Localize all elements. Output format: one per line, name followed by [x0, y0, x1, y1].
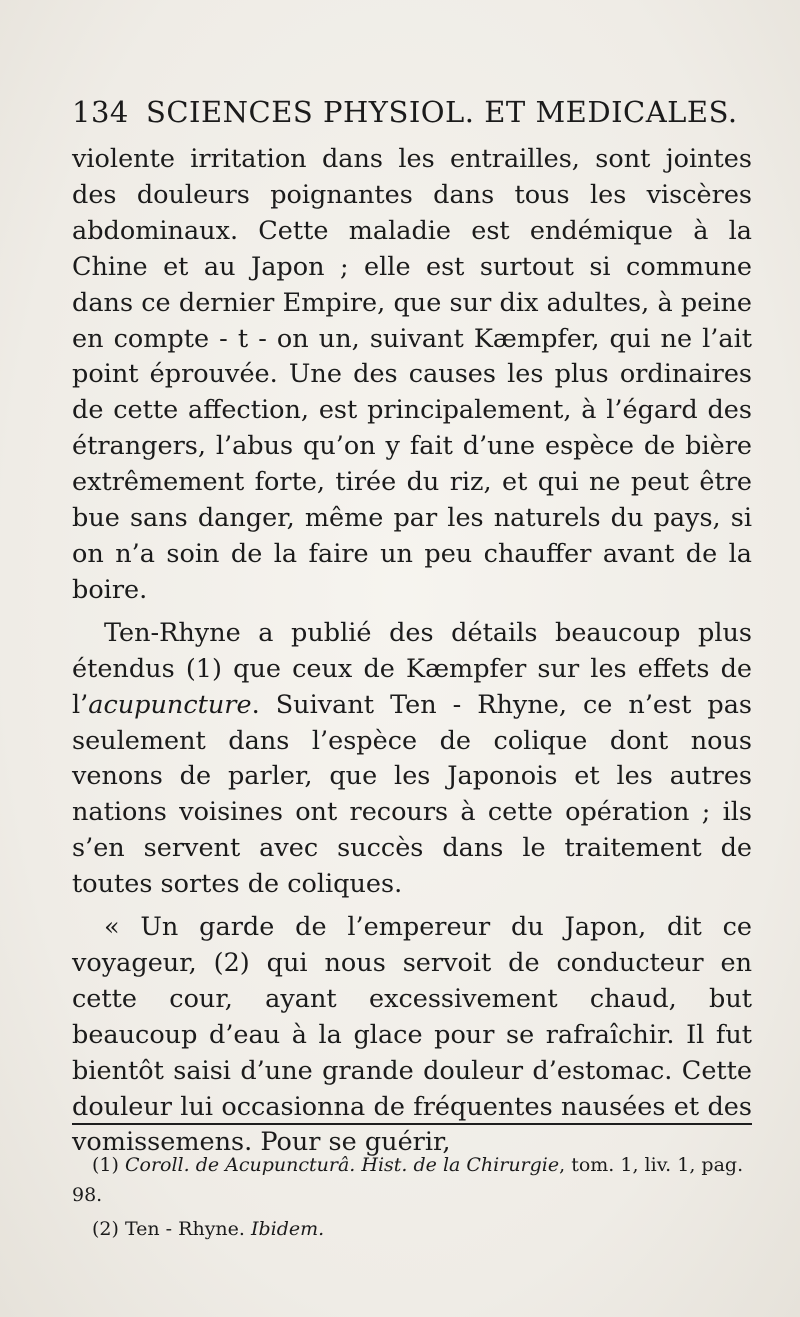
footnote-citation: Ibidem. — [251, 1218, 325, 1240]
paragraph-text: Ten-Rhyne a publié des détails beaucoup plus étendus (1) que ceux de Kæmpfer sur les effets de l’ — [72, 617, 752, 720]
footnote-1 — [72, 1150, 752, 1210]
footnote-2 — [72, 1214, 752, 1244]
footnote-divider — [72, 1123, 752, 1125]
running-title: SCIENCES PHYSIOL. ET MEDICALES. — [146, 95, 738, 129]
footnote-marker: (2) — [92, 1218, 119, 1240]
footnote-citation: Coroll. de Acupuncturâ. Hist. de la Chirurgie — [124, 1154, 560, 1176]
page-header — [72, 95, 752, 135]
main-text — [72, 142, 752, 1161]
paragraph-text: . Suivant Ten - Rhyne, ce n’est pas seulement dans l’espèce de colique dont nous venons de parler, que les Japonois et les autres nations voisines ont recours à cette opération ; ils s’en servent avec succès dans le traitement de toutes sortes de coliques. — [72, 689, 752, 900]
paragraph-continued — [72, 142, 752, 609]
footnote-marker: (1) — [92, 1154, 119, 1176]
paragraph-text: violente irritation dans les entrailles, sont jointes des douleurs poignantes dans tous les viscères abdominaux. Cette maladie est endémique à la Chine et au Japon ; elle est surtout si commune dans ce dernier Empire, que sur dix adultes, à peine en compte - t - on un, suivant Kæmpfer, qui ne l’ait point éprouvée. Une des causes les plus ordinaires de cette affection, est principalement, à l’égard des étrangers, l’abus qu’on y fait d’une espèce de bière extrêmement forte, tirée du riz, et qui ne peut être bue sans danger, même par les naturels du pays, si on n’a soin de la faire un peu chauffer avant de la boire. — [72, 144, 752, 605]
paragraph-ten-rhyne — [72, 616, 752, 903]
footnote-text: , tom. 1, liv. 1, pag. 98. — [72, 1154, 744, 1206]
italic-term: acupuncture — [88, 689, 252, 720]
footnotes — [72, 1150, 752, 1244]
footnote-text: Ten - Rhyne. — [124, 1218, 245, 1240]
paragraph-text: « Un garde de l’empereur du Japon, dit ce voyageur, (2) qui nous servoit de conducteur en cette cour, ayant excessivement chaud, but beaucoup d’eau à la glace pour se rafraîchir. Il fut bientôt saisi d’une grande douleur d’estomac. Cette douleur lui occasionna de fréquentes nausées et des vomissemens. Pour se guérir, — [72, 912, 752, 1158]
page-number: 134 — [72, 95, 129, 129]
